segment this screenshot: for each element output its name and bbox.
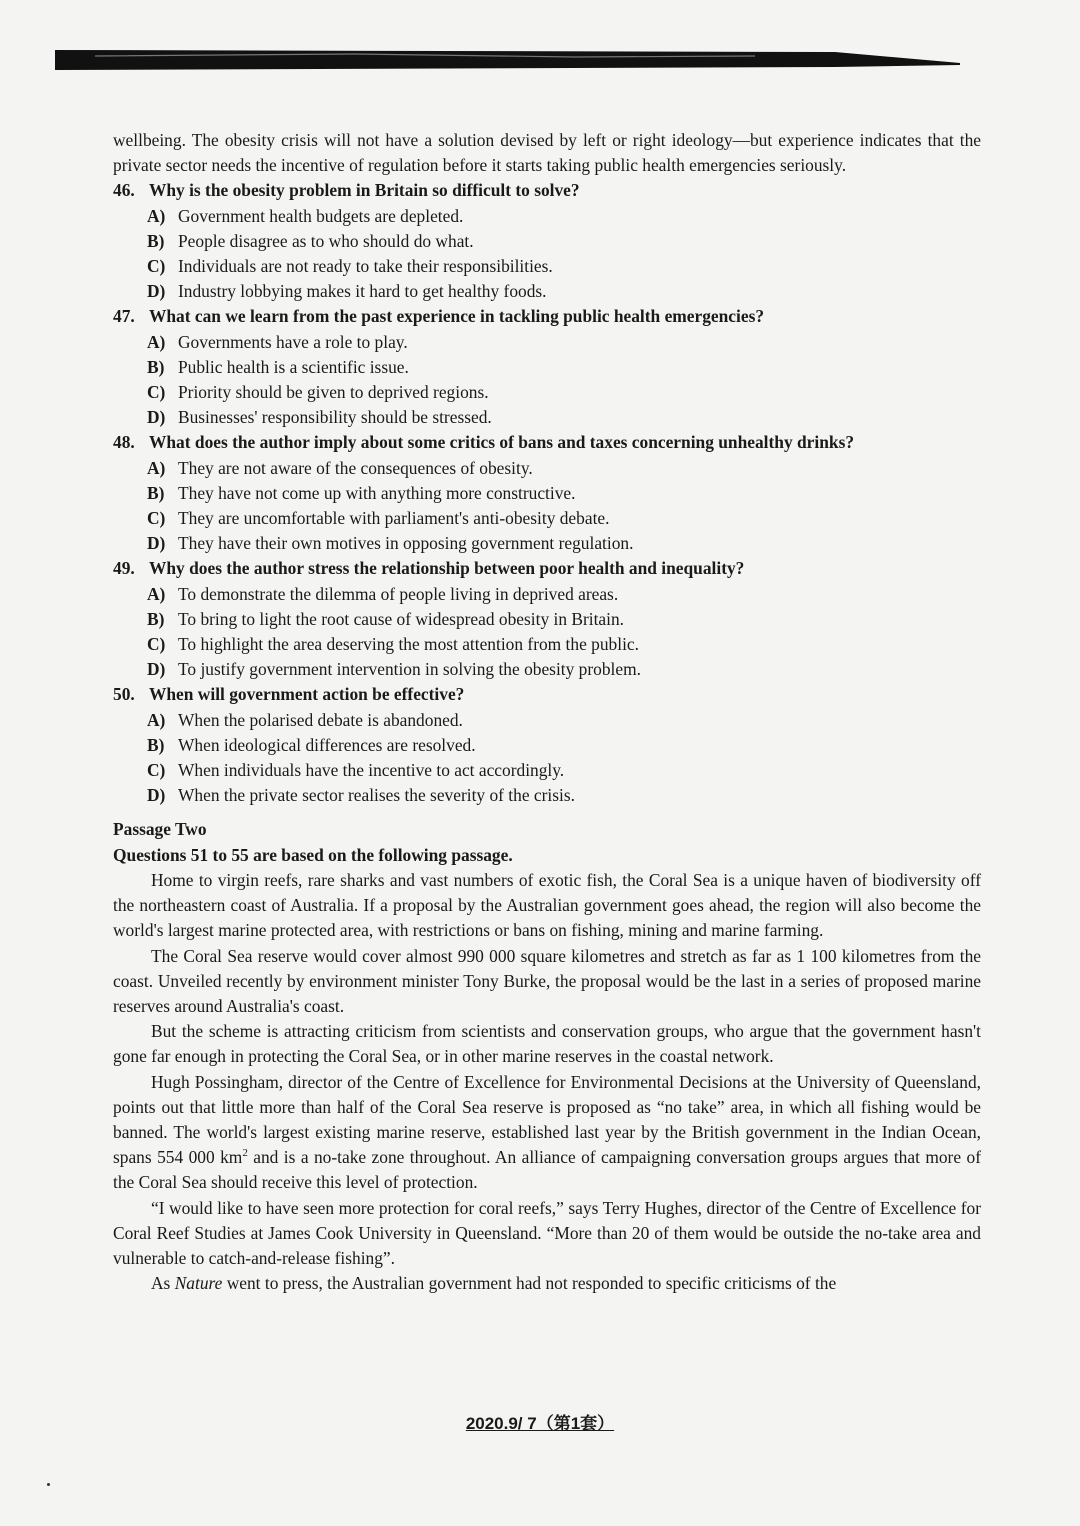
superscript-2: 2 (242, 1147, 248, 1160)
option-text: To justify government intervention in solving the obesity problem. (178, 659, 641, 680)
question-number: 49. (113, 558, 135, 579)
question-list (113, 178, 981, 808)
question-text: Why does the author stress the relationship between poor health and inequality? (149, 558, 745, 579)
question-text: When will government action be effective? (149, 684, 465, 705)
option-text: People disagree as to who should do what. (178, 230, 474, 251)
nature-journal-name: Nature (174, 1273, 223, 1294)
question-47 (113, 304, 981, 329)
option-letter: B) (147, 734, 165, 755)
option-text: Government health budgets are depleted. (178, 205, 464, 226)
answer-option (113, 582, 981, 607)
option-text: They have not come up with anything more constructive. (178, 482, 576, 503)
option-letter: B) (147, 230, 165, 251)
option-letter: D) (147, 533, 166, 554)
option-letter: A) (147, 583, 166, 604)
answer-option (113, 733, 981, 758)
option-text: To highlight the area deserving the most attention from the public. (178, 634, 639, 655)
option-letter: D) (147, 407, 166, 428)
scan-top-bar (55, 48, 960, 72)
option-text: Public health is a scientific issue. (178, 356, 409, 377)
option-letter: A) (147, 205, 166, 226)
option-letter: A) (147, 331, 166, 352)
passage-title: Passage Two (113, 819, 207, 840)
question-number: 50. (113, 684, 135, 705)
option-text: To demonstrate the dilemma of people living in deprived areas. (178, 583, 619, 604)
answer-option (113, 279, 981, 304)
option-text: Businesses' responsibility should be stressed. (178, 407, 492, 428)
option-letter: C) (147, 508, 166, 529)
question-text: What does the author imply about some critics of bans and taxes concerning unhealthy drinks? (149, 432, 855, 453)
answer-option (113, 657, 981, 682)
option-letter: A) (147, 709, 166, 730)
page-footer (0, 1409, 1080, 1434)
option-text: Industry lobbying makes it hard to get healthy foods. (178, 281, 547, 302)
paragraph-4-part-1: Hugh Possingham, director of the Centre of Excellence for Environmental Decisions at the University of Queensland, points out that little more than half of the Coral Sea reserve is proposed as “no take” area, in which all fishing would be banned. The world's largest existing marine reserve, established last year by the British government in the Indian Ocean, spans 554 000 km (113, 1071, 981, 1168)
answer-option (113, 405, 981, 430)
option-text: When ideological differences are resolved. (178, 734, 476, 755)
answer-option (113, 632, 981, 657)
option-text: They have their own motives in opposing government regulation. (178, 533, 634, 554)
option-text: When individuals have the incentive to act accordingly. (178, 760, 565, 781)
option-letter: A) (147, 457, 166, 478)
scan-speck (47, 1483, 50, 1486)
question-text: Why is the obesity problem in Britain so difficult to solve? (149, 180, 580, 201)
option-text: They are uncomfortable with parliament's anti-obesity debate. (178, 508, 610, 529)
answer-option (113, 607, 981, 632)
option-letter: C) (147, 256, 166, 277)
answer-option (113, 355, 981, 380)
option-letter: D) (147, 785, 166, 806)
option-text: Governments have a role to play. (178, 331, 408, 352)
option-text: To bring to light the root cause of widespread obesity in Britain. (178, 608, 625, 629)
answer-option (113, 204, 981, 229)
answer-option (113, 758, 981, 783)
question-49 (113, 556, 981, 581)
option-letter: B) (147, 356, 165, 377)
question-48 (113, 430, 981, 455)
passage-paragraph-3: But the scheme is attracting criticism from scientists and conservation groups, who argue that the government hasn't gone far enough in protecting the Coral Sea, or in other marine reserves in the coastal network. (113, 1021, 981, 1067)
intro-paragraph: wellbeing. The obesity crisis will not have a solution devised by left or right ideology—but experience indicates that the private sector needs the incentive of regulation before it starts taking public health emergencies seriously. (113, 130, 981, 176)
question-46 (113, 178, 981, 203)
option-text: Priority should be given to deprived regions. (178, 382, 489, 403)
answer-option (113, 380, 981, 405)
option-letter: D) (147, 659, 166, 680)
option-text: When the polarised debate is abandoned. (178, 709, 463, 730)
page-content (113, 128, 981, 1296)
option-letter: B) (147, 482, 165, 503)
answer-option (113, 708, 981, 733)
passage-paragraph-6 (113, 1271, 981, 1296)
question-number: 48. (113, 432, 135, 453)
option-text: They are not aware of the consequences of obesity. (178, 457, 533, 478)
option-letter: C) (147, 634, 166, 655)
passage-paragraph-1: Home to virgin reefs, rare sharks and vast numbers of exotic fish, the Coral Sea is a unique haven of biodiversity off the northeastern coast of Australia. If a proposal by the Australian government goes ahead, the region will also become the world's largest marine protected area, with restrictions or bans on fishing, mining and marine farming. (113, 869, 981, 941)
question-number: 46. (113, 180, 135, 201)
footer-page-number: 2020.9/ 7（第1套） (465, 1414, 615, 1433)
answer-option (113, 229, 981, 254)
question-50 (113, 682, 981, 707)
passage-paragraph-4 (113, 1070, 981, 1196)
answer-option (113, 783, 981, 808)
question-number: 47. (113, 306, 135, 327)
option-letter: B) (147, 608, 165, 629)
option-text: When the private sector realises the severity of the crisis. (178, 785, 575, 806)
paragraph-6-part-1: As (151, 1273, 175, 1294)
option-text: Individuals are not ready to take their responsibilities. (178, 256, 553, 277)
option-letter: C) (147, 382, 166, 403)
question-text: What can we learn from the past experience in tackling public health emergencies? (149, 306, 765, 327)
option-letter: C) (147, 760, 166, 781)
answer-option (113, 481, 981, 506)
answer-option (113, 456, 981, 481)
passage-paragraph-2: The Coral Sea reserve would cover almost 990 000 square kilometres and stretch as far as 1 100 kilometres from the coast. Unveiled recently by environment minister Tony Burke, the proposal would be the last in a series of proposed marine reserves around Australia's coast. (113, 945, 981, 1016)
answer-option (113, 330, 981, 355)
paragraph-6-part-2: went to press, the Australian government had not responded to specific criticisms of the (222, 1273, 837, 1294)
passage-subtitle: Questions 51 to 55 are based on the following passage. (113, 844, 513, 865)
option-letter: D) (147, 281, 166, 302)
answer-option (113, 531, 981, 556)
answer-option (113, 254, 981, 279)
answer-option (113, 506, 981, 531)
paragraph-4-part-2: and is a no-take zone throughout. An alliance of campaigning conversation groups argues that more of the Coral Sea should receive this level of protection. (113, 1147, 981, 1193)
passage-paragraph-5: “I would like to have seen more protection for coral reefs,” says Terry Hughes, director of the Centre of Excellence for Coral Reef Studies at James Cook University in Queensland. “More than 20 of them would be outside the no-take area and vulnerable to catch-and-release fishing”. (113, 1197, 981, 1268)
